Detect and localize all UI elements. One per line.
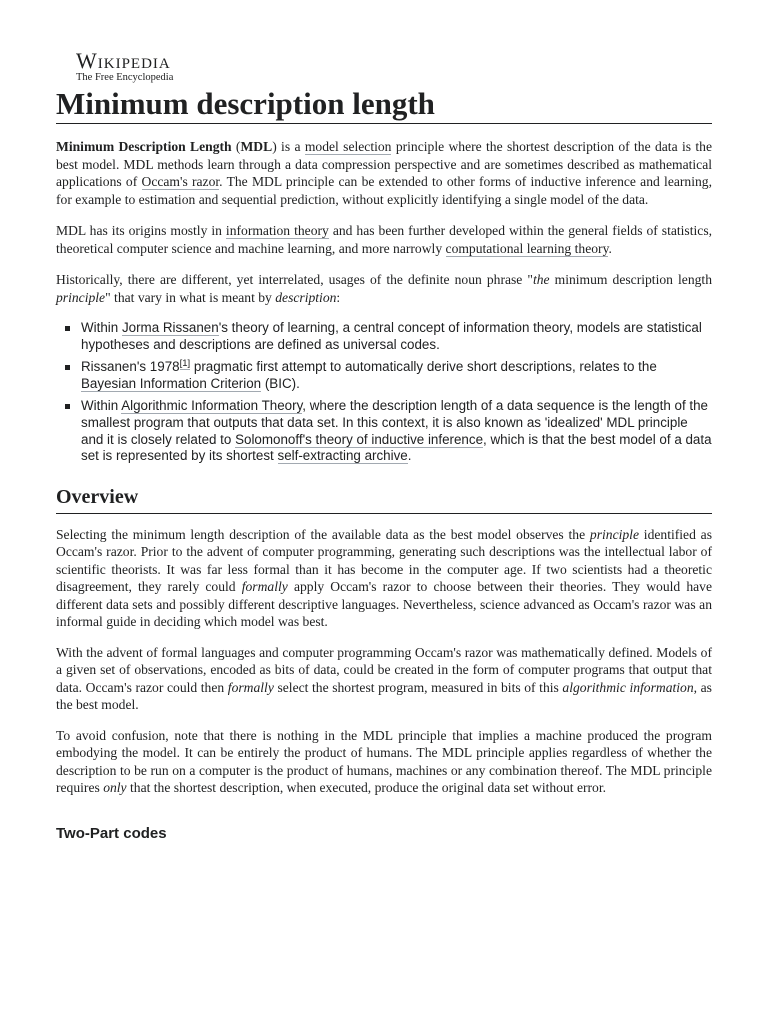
link-computational-learning-theory[interactable]: computational learning theory: [445, 240, 609, 256]
overview-paragraph-2: [56, 644, 712, 714]
section-heading-overview: Overview: [56, 485, 712, 514]
link-self-extracting-archive[interactable]: self-extracting archive: [277, 448, 408, 464]
logo-wordmark: Wikipedia: [76, 48, 171, 73]
link-information-theory[interactable]: information theory: [225, 223, 329, 238]
text: Selecting the minimum length description of the available data as the best model observes the: [56, 526, 590, 542]
text: ) is a: [272, 139, 305, 154]
text: identified as Occam's razor. Prior to the advent of computer programming, generating such descriptions was the intellectual labor of scientific theorists. It was far less formal than it has become in the computer age. If two scientists had a theoretic disagreement, they rarely could: [56, 526, 712, 595]
link-jorma-rissanen[interactable]: Jorma Rissanen: [121, 320, 219, 335]
text: Historically, there are different, yet interrelated, usages of the definite noun phrase ": [56, 272, 533, 287]
term-bold: Minimum Description Length: [56, 139, 232, 154]
emphasis: description: [275, 289, 337, 305]
emphasis: principle: [589, 526, 639, 542]
text: , which is that the best model of a data set is represented by its shortest: [81, 431, 712, 464]
overview-paragraph-1: [56, 526, 712, 631]
text: .: [608, 240, 612, 256]
text: Rissanen's 1978: [81, 359, 180, 375]
link-model-selection[interactable]: model selection: [304, 139, 392, 154]
article: [56, 50, 712, 844]
text: Within: [81, 398, 122, 414]
text: pragmatic first attempt to automatically derive short descriptions, relates to the: [190, 359, 657, 375]
link-algorithmic-information-theory[interactable]: Algorithmic Information Theory: [121, 398, 303, 414]
text: Within: [81, 320, 122, 335]
abbr-bold: MDL: [240, 139, 273, 154]
list-item: [56, 320, 712, 353]
emphasis: formally: [241, 579, 288, 595]
text: that the shortest description, when executed, produce the original data set without error.: [126, 780, 607, 796]
text: 's theory of learning, a central concept of information theory, models are statistical hypotheses and descriptions are defined as universal codes.: [81, 320, 702, 352]
page-title: Minimum description length: [56, 86, 712, 124]
usages-list: [56, 320, 712, 465]
ref-1-link[interactable]: [1]: [179, 357, 191, 369]
text: :: [336, 289, 341, 305]
text: , where the description length of a data sequence is the length of the smallest program that outputs that data set. In this context, it is also known as 'idealized' MDL principle and it is closely related to: [81, 398, 708, 447]
text: and has been further developed within the general fields of statistics, theoretical computer science and machine learning, and more narrowly: [56, 223, 713, 256]
bullet-icon: [65, 404, 70, 409]
list-item: [56, 359, 712, 392]
wikipedia-logo[interactable]: [76, 50, 216, 84]
intro-paragraph-2: [56, 222, 712, 257]
link-occams-razor[interactable]: Occam's razor: [141, 174, 220, 189]
text: apply Occam's razor to choose between their theories. They would have different data sets and possibly different descriptive languages. Nevertheless, science advanced as Occam's razor was an informal guide in deciding which model was best.: [56, 579, 712, 630]
text: (BIC).: [261, 375, 300, 391]
text: , as the best model.: [56, 679, 712, 713]
text: MDL has its origins mostly in: [56, 223, 226, 238]
overview-paragraph-3: [56, 727, 712, 797]
subsection-heading-two-part-codes: Two-Part codes: [56, 824, 167, 842]
text: " that vary in what is meant by: [105, 289, 276, 305]
emphasis: principle: [56, 289, 106, 305]
intro-paragraph-1: [56, 138, 712, 208]
text: To avoid confusion, note that there is nothing in the MDL principle that implies a machine produced the program embodying the model. It can be entirely the product of humans. The MDL principle applies regardless of whether the description to be run on a computer is the product of humans, machines or any combination thereof. The MDL principle requires: [56, 727, 712, 796]
text: . The MDL principle can be extended to other forms of inductive inference and learning, for example to estimation and sequential prediction, without explicitly identifying a single model of the data.: [56, 174, 712, 207]
intro-paragraph-3: [56, 271, 712, 306]
reference-link[interactable]: [180, 358, 191, 370]
text: With the advent of formal languages and computer programming Occam's razor was mathematically defined. Models of a given set of observations, encoded as bits of data, could be created in the form of computer programs that output that data. Occam's razor could then: [56, 644, 712, 695]
text: principle where the shortest description of the data is the best model. MDL methods learn through a data compression perspective and are sometimes described as mathematical applications of: [56, 139, 712, 189]
link-solomonoff-theory[interactable]: Solomonoff's theory of inductive inference: [235, 431, 484, 447]
emphasis: algorithmic information: [562, 679, 694, 695]
emphasis: the: [532, 272, 550, 287]
link-bayesian-information-criterion[interactable]: Bayesian Information Criterion: [81, 375, 262, 391]
emphasis: formally: [227, 679, 274, 695]
bullet-icon: [65, 326, 70, 331]
emphasis: only: [103, 780, 127, 796]
text: .: [407, 448, 412, 464]
list-item: [56, 398, 712, 464]
logo-tagline: The Free Encyclopedia: [76, 72, 174, 83]
text: minimum description length: [549, 272, 712, 287]
text: (: [231, 139, 241, 154]
text: select the shortest program, measured in bits of this: [273, 679, 563, 695]
bullet-icon: [65, 365, 70, 370]
